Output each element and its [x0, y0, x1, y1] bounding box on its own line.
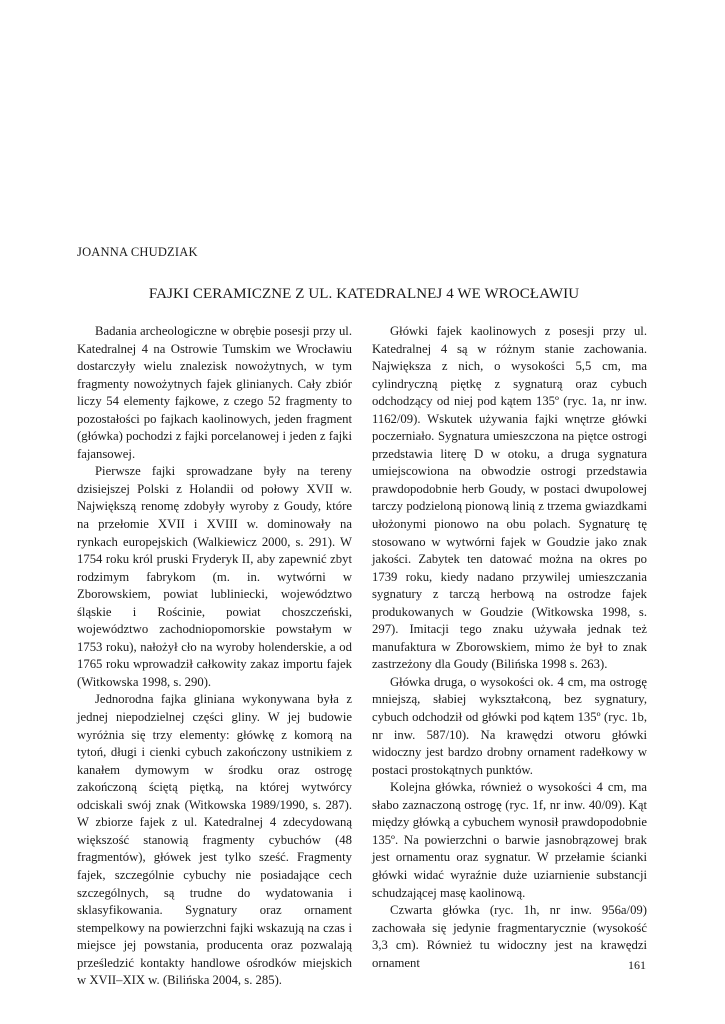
- left-text-column: [77, 323, 352, 990]
- article-title: FAJKI CERAMICZNE Z UL. KATEDRALNEJ 4 WE WROCŁAWIU: [148, 286, 580, 302]
- page-number: 161: [628, 958, 646, 972]
- paragraph: Kolejna główka, również o wysokości 4 cm, ma słabo zaznaczoną ostrogę (ryc. 1f, nr inw. 40/09). Kąt między główką a cybuchem wynosił prawdopodobnie 135º. Na powierzchni o barwie jasnobrązowej brak jest ornamentu oraz sygnatur. W przełamie ściankі główki widać wyraźnie duże uziarnienie substancji schudzającej masę kaolinową.: [372, 780, 647, 900]
- author-name: JOANNA CHUDZIAK: [77, 245, 198, 259]
- paragraph: Główki fajek kaolinowych z posesji przy ul. Katedralnej 4 są w różnym stanie zachowania. Największa z nich, o wysokości 5,5 cm, ma cylindryczną piętkę z sygnaturą oraz cybuch odchodzący od niej pod kątem 135º (ryc. 1a, nr inw. 1162/09). Wskutek używania fajki wnętrze główki poczerniało. Sygnatura umieszczona na piętce ostrogi przedstawia literę D w otoku, a druga sygnatura umiejscowiona na obwodzie ostrogi przedstawia prawdopodobnie herb Goudy, w postaci dwupolowej tarczy podzieloną pionową linią z trzema gwiazdkami ułożonymi pionowo na obu polach. Sygnaturę tę stosowano w wytwórni fajek w Goudzie jako znak jakości. Zabytek ten datować można na okres po 1739 roku, kiedy nadano przywilej umieszczania sygnatury z tarczą herbową na ostrodze fajek produkowanych w Goudzie (Witkowska 1998, s. 297). Imitacji tego znaku używała jednak też manufaktura w Zborowskiem, mimo że był to znak zastrzeżony dla Goudy (Bilińska 1998 s. 263).: [372, 324, 647, 672]
- paragraph: Główka druga, o wysokości ok. 4 cm, ma ostrogę mniejszą, słabiej wykształconą, bez sygnatury, cybuch odchodził od główki pod kątem 135º (ryc. 1b, nr inw. 587/10). Na krawędzi otworu główki widoczny jest bardzo drobny ornament radełkowy w postaci prostokątnych punktów.: [372, 674, 647, 777]
- paragraph: Czwarta główka (ryc. 1h, nr inw. 956a/09) zachowała się jedynie fragmentarycznie (wysokość 3,3 cm). Również tu widoczny jest na krawędzi ornament: [372, 903, 647, 970]
- paragraph: Badania archeologiczne w obrębie posesji przy ul. Katedralnej 4 na Ostrowie Tumskim we Wrocławiu dostarczyły wielu znalezisk nowożytnych, w tym fragmenty nowożytnych fajek glinianych. Cały zbiór liczy 54 elementy fajkowe, z czego 52 fragmenty to pozostałości po fajkach kaolinowych, jeden fragment (główka) pochodzi z fajki porcelanowej i jeden z fajki fajansowej.: [77, 324, 352, 461]
- right-text-column: [372, 323, 647, 972]
- paragraph: Jednorodna fajka gliniana wykonywana była z jednej niepodzielnej części gliny. W jej budowie wyróżnia się trzy elementy: główkę z komorą na tytoń, długi i cienki cybuch zakończony ustnikiem z kanałem dymowym w środku oraz ostrogę zakończoną ściętą piętką, na której wytwórcy odciskali swój znak (Witkowska 1989/1990, s. 287). W zbiorze fajek z ul. Katedralnej 4 zdecydowaną większość stanowią fragmenty cybuchów (48 fragmentów), główek jest tylko sześć. Fragmenty fajek, szczególnie cybuchy nie posiadające cech szczególnych, są trudne do wydatowania i sklasyfikowania. Sygnatury oraz ornament stempelkowy na powierzchni fajki wskazują na czas i miejsce jej powstania, producenta oraz pozwalają prześledzić kontakty handlowe ośrodków miejskich w XVII–XIX w. (Bilińska 2004, s. 285).: [77, 692, 352, 988]
- paragraph: Pierwsze fajki sprowadzane były na tereny dzisiejszej Polski z Holandii od połowy XVII w. Największą renomę zdobyły wyroby z Goudy, które na przełomie XVII i XVIII w. dominowały na rynkach europejskich (Walkiewicz 2000, s. 291). W 1754 roku król pruski Fryderyk II, aby zapewnić zbyt rodzimym fabrykom (m. in. wytwórni w Zborowskiem, powiat lubliniecki, województwo śląskie i Rościnie, powiat choszczeński, województwo zachodniopomorskie powstałym w 1753 roku), nałożył cło na wyroby holenderskie, a od 1765 roku wprowadził całkowity zakaz importu fajek (Witkowska 1998, s. 290).: [77, 464, 352, 689]
